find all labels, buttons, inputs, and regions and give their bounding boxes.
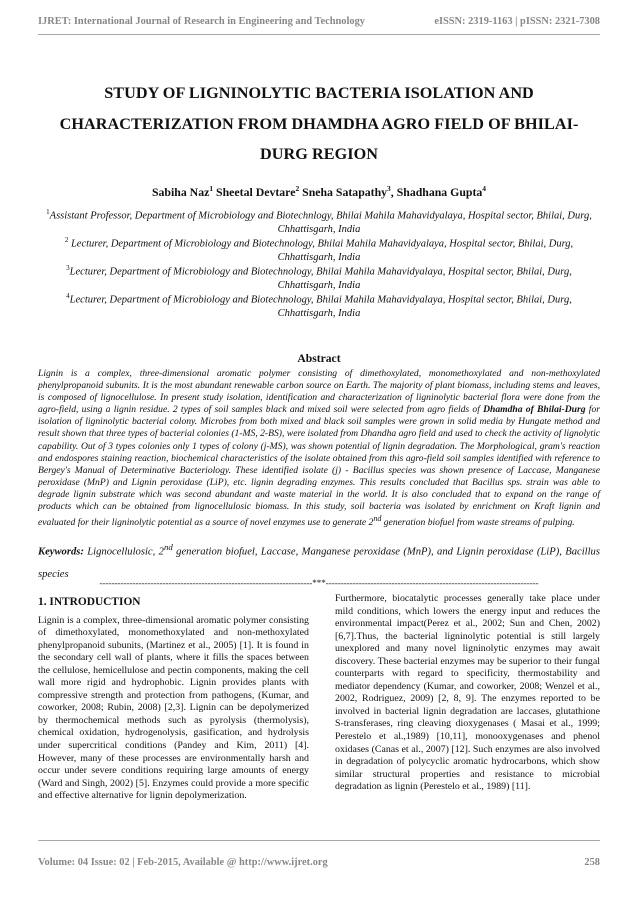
keywords-sup: nd	[163, 542, 173, 552]
introduction-text-left: Lignin is a complex, three-dimensional aromatic polymer consisting of dimethoxylated, monomethoxylated and non-methoxylated phenylpropanoid subunits, (Martinez et al., 2005) [1]. It is found in the secondary cell wall of plants, where it fills the spaces between the cellulose, hemicellulose and pectin components, making the cell wall more rigid and hydrophobic. Lignin provides plants with compressive strength and protection from pathogens, (Kumar, and coworker, 2008; Rubin, 2008) [2,3]. Lignin can be depolymerized by thermochemical methods such as pyrolysis (thermolysis), chemical oxidation, hydrogenolysis, gasification, and hydrolysis under supercritical conditions (Pandey and Kim, 2011) [4]. However, many of these processes are environmentally harsh and occur under severe conditions requiring large amounts of energy (Ward and Singh, 2002) [5]. Enzymes could provide a more specific and effective alternative for lignin depolymerization.	[38, 614, 309, 802]
affiliation-text: Lecturer, Department of Microbiology and Biotechnology, Bhilai Mahila Mahavidyalaya, Hospital sector, Bhilai, Durg, Chhattisgarh, India	[69, 294, 572, 319]
abstract-heading: Abstract	[297, 352, 341, 365]
affiliation-sup: 4	[66, 292, 70, 300]
affiliation-2	[40, 234, 598, 265]
footer-divider	[38, 840, 600, 841]
footer-volume: Volume: 04 Issue: 02 | Feb-2015, Available @ http://www.ijret.org	[38, 857, 328, 868]
author-name: Sneha Satapathy	[302, 184, 388, 199]
author-name: Shadhana Gupta	[396, 184, 483, 199]
author-sup: 3	[387, 184, 391, 193]
abstract-text: generation biofuel from waste streams of pulping.	[381, 517, 575, 529]
abstract-bold-location: Dhamdha of Bhilai-Durg	[483, 404, 586, 416]
issn-text: eISSN: 2319-1163 | pISSN: 2321-7308	[434, 16, 600, 27]
abstract-text: Lignin is a complex, three-dimensional aromatic polymer consisting of dimethoxylated, monomethoxylated and non-methoxylated phenylpropanoid subunits. It is the most abundant renewable carbon source on Earth. The majority of plant biomass, including stems and leaves, is composed of lignocellulose. In present study isolation, identification and characterization of ligninolytic bacterial flora were done from the agro-field, using a lignin residue. 2 types of soil samples black and mixed soil were selected from agro fields of	[38, 368, 600, 416]
abstract-body	[38, 368, 600, 529]
keywords-label: Keywords:	[38, 546, 84, 558]
author-list: Sabiha Naz$^1$ Sheetal Devtare$^2$ Sneha Satapathy$^3$, Shadhana Gupta$^4$	[151, 184, 487, 199]
affiliation-sup: 1	[46, 208, 50, 216]
journal-name: IJRET: International Journal of Research in Engineering and Technology	[38, 16, 365, 27]
author-name: Sabiha Naz	[151, 184, 210, 199]
keywords-text: generation biofuel, Laccase, Manganese peroxidase (MnP), and Lignin peroxidase (LiP), Bacillus species	[38, 546, 600, 580]
introduction-heading: 1. INTRODUCTION	[38, 596, 141, 608]
right-column	[335, 593, 600, 794]
affiliation-4	[40, 290, 598, 321]
author-name: Sheetal Devtare	[216, 184, 296, 199]
journal-header	[38, 16, 600, 27]
introduction-text-right: Furthermore, biocatalytic processes generally take place under mild conditions, which lowers the energy input and reduces the environmental impact(Perez et al., 2002; Sun and Chen, 2002) [6,7].Thus, the bacterial ligninolytic potential is still largely unexplored and many novel ligninolytic enzymes may await discovery. These bacterial enzymes may be superior to their fungal counterparts with regard to specificity, thermostability and mediator dependency (Kumar, and coworker, 2008; Wenzel et al., 2002, Rodriguez, 2009) [2, 8, 9]. The enzymes reported to be involved in bacterial lignin degradation are laccases, glutathione S-transferases, ring cleaving dioxygenases ( Masai et al., 1999; Perestelo et al.,1989) [10,11], monooxygenases and phenol oxidases (Canas et al., 2007) [12]. Such enzymes are also involved in degradation of polycyclic aromatic hydrocarbons, which show similar structural properties and resistance to microbial degradation as lignin (Perestelo et al., 1989) [11].	[335, 593, 600, 793]
affiliation-3	[40, 262, 598, 293]
affiliation-sup: 3	[66, 264, 70, 272]
keywords-text: Lignocellulosic, 2	[83, 546, 164, 558]
affiliation-text: Lecturer, Department of Microbiology and Biotechnology, Bhilai Mahila Mahavidyalaya, Hospital sector, Bhilai, Durg, Chhattisgarh, India	[69, 266, 572, 291]
abstract-sup: nd	[373, 514, 382, 524]
author-sup: 4	[482, 184, 487, 193]
page-number: 258	[584, 857, 600, 868]
abstract-text: for isolation of ligninolytic bacterial colony. Microbes from both mixed and black soil samples were grown in solid media by Hungate method and result shown that three types of bacterial colonies (1-MS, 2-BS), were isolated from Dhandha agro field and used to check the activity of lignolytic capability. Out of 3 types colonies only 1 types of colony (j-MS), was shown potential of lignin degradation. The Morphological, gram's reaction and endospores staining reaction, biochemical characteristics of the isolate obtained from this agro-field soil samples identified with reference to Bergey's Manual of Determinative Bacteriology. These identified isolate (j) - Bacillus species was shown presence of Laccase, Manganese peroxidase (MnP) and Lignin peroxidase (LiP), etc. lignin degrading enzymes. This results concluded that Bacillus sps. strain was able to degrade lignin substrate which was second abundant and waste material in the world. It is also concluded that to expand on the range of products which can be obtained from lignocellulosic biomass. In this study, soil bacteria was isolated by enrichment on Kraft lignin and evaluated for their ligninolytic potential as a source of novel enzymes use to generate 2	[38, 404, 600, 529]
section-separator: -----------------------------------------------------------------------***-----------------------------------------------------------------------	[99, 578, 539, 588]
author-sup: 2	[295, 184, 300, 193]
header-divider	[38, 34, 600, 35]
affiliation-1	[40, 206, 598, 237]
affiliation-text: Assistant Professor, Department of Microbiology and Biotechnlogy, Bhilai Mahila Mahavidyalaya, Hospital sector, Bhilai, Durg, Chhattisgarh, India	[49, 210, 592, 235]
left-column	[38, 596, 309, 803]
paper-title: STUDY OF LIGNINOLYTIC BACTERIA ISOLATION AND CHARACTERIZATION FROM DHAMDHA AGRO FIELD OF BHILAI-DURG REGION	[59, 84, 579, 164]
affiliation-text: Lecturer, Department of Microbiology and Biotechnology, Bhilai Mahila Mahavidyalaya, Hospital sector, Bhilai, Durg, Chhattisgarh, India	[70, 238, 574, 263]
page-footer	[38, 857, 600, 868]
affiliation-sup: 2	[64, 236, 69, 244]
author-sup: 1	[209, 184, 214, 193]
